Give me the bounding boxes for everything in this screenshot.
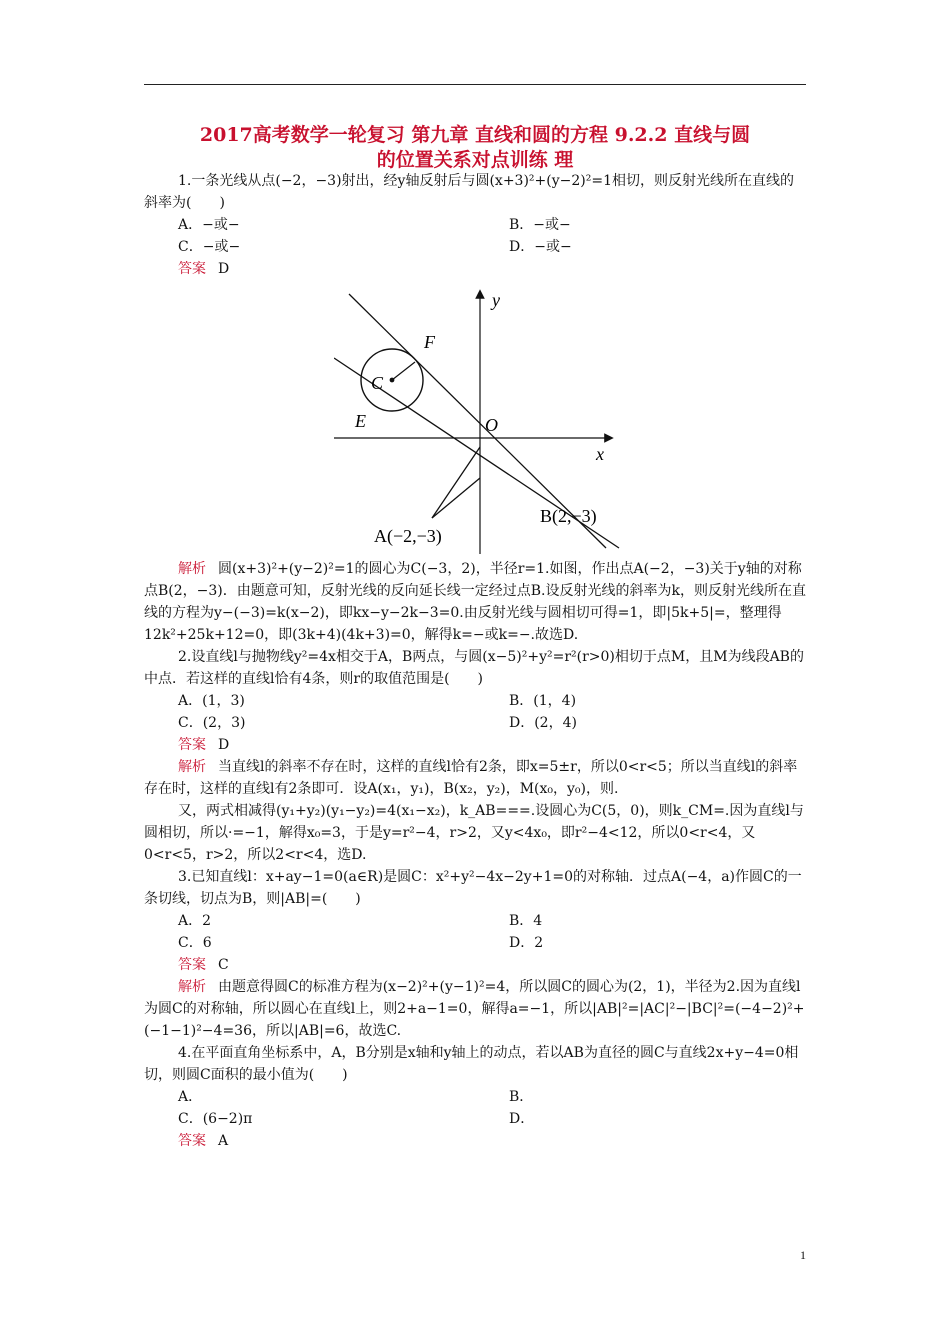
q3-analysis: [144, 976, 806, 1042]
header-rule: [144, 84, 806, 85]
q1-option-b: B．−或−: [509, 217, 571, 233]
q4-option-b: B．: [509, 1089, 534, 1105]
q3-answer-value: C: [218, 957, 229, 973]
document-body: [144, 170, 806, 1152]
page-number: 1: [800, 1248, 806, 1262]
q3-stem: 3.已知直线l：x+ay−1=0(a∈R)是圆C：x²+y²−4x−2y+1=0的对称轴．过点A(−4，a)作圆C的一条切线，切点为B，则|AB|=( ): [144, 869, 802, 907]
q2-option-a: A．(1，3): [178, 693, 245, 709]
label-b: B(2,−3): [540, 506, 597, 526]
q1-figure: [144, 286, 806, 558]
q2-option-d: D．(2，4): [509, 715, 577, 731]
label-f: F: [424, 332, 435, 352]
q1-answer: [144, 258, 806, 280]
incident-ray-1: [432, 447, 480, 518]
q4-answer-value: A: [218, 1133, 229, 1149]
q4-option-c: C．(6−2)π: [178, 1111, 253, 1127]
q3-answer: [144, 954, 806, 976]
geometry-diagram: [334, 286, 624, 556]
analysis-label: 解析: [178, 561, 206, 577]
q1-option-d: D．−或−: [509, 239, 572, 255]
q1-option-c: C．−或−: [178, 239, 241, 255]
q3-option-c: C．6: [178, 935, 212, 951]
label-c: C: [371, 373, 384, 393]
q4-answer: [144, 1130, 806, 1152]
q3-analysis-text: 由题意得圆C的标准方程为(x−2)²+(y−1)²=4，所以圆C的圆心为(2，1)，半径为2.因为直线l为圆C的对称轴，所以圆心在直线l上，则2+a−1=0，解得a=−1，所以|AB|²=|AC|²−|BC|²=(−4−2)²+(−1−1)²−4=36，所以|AB|=6，故选C.: [144, 979, 805, 1039]
q4-option-d: D．: [509, 1111, 535, 1127]
q2-analysis-cont: 又，两式相减得(y₁+y₂)(y₁−y₂)=4(x₁−x₂)，k_AB===.设圆心为C(5，0)，则k_CM=.因为直线l与圆相切，所以·=−1，解得x₀=3，于是y=r²−4，r>2，又y<4x₀，即r²−4<12，所以0<r<4，又0<r<5，r>2，所以2<r<4，选D.: [144, 803, 804, 863]
label-a: A(−2,−3): [374, 526, 442, 546]
q2-answer-value: D: [218, 737, 230, 753]
q1-answer-value: D: [218, 261, 230, 277]
q4-options-row-1: [144, 1086, 806, 1108]
answer-label: 答案: [178, 957, 206, 973]
title-line-2: 的位置关系对点训练 理: [376, 149, 574, 171]
answer-label: 答案: [178, 1133, 206, 1149]
label-y: y: [492, 290, 500, 310]
q1-analysis: [144, 558, 806, 646]
q4-stem: 4.在平面直角坐标系中，A，B分别是x轴和y轴上的动点，若以AB为直径的圆C与直线2x+y−4=0相切，则圆C面积的最小值为( ): [144, 1045, 799, 1083]
analysis-label: 解析: [178, 759, 206, 775]
q1-options-row-2: [144, 236, 806, 258]
q1-options-row-1: [144, 214, 806, 236]
q2-analysis: [144, 756, 806, 800]
q3-option-b: B．4: [509, 913, 543, 929]
q2-analysis-text-1: 当直线l的斜率不存在时，这样的直线l恰有2条，即x=5±r，所以0<r<5；所以当直线l的斜率存在时，这样的直线l有2条即可．设A(x₁，y₁)，B(x₂，y₂)，M(x₀，y₀)，则.: [144, 759, 798, 797]
q2-options-row-2: [144, 712, 806, 734]
label-x: x: [596, 444, 604, 464]
q3-options-row-2: [144, 932, 806, 954]
radius-cf: [392, 362, 415, 380]
q1-option-a: A．−或−: [178, 217, 240, 233]
q2-stem: 2.设直线l与抛物线y²=4x相交于A，B两点，与圆(x−5)²+y²=r²(r>0)相切于点M，且M为线段AB的中点．若这样的直线l恰有4条，则r的取值范围是( ): [144, 649, 804, 687]
q3-option-a: A．2: [178, 913, 212, 929]
q4-options-row-2: [144, 1108, 806, 1130]
answer-label: 答案: [178, 737, 206, 753]
title-line-1: 2017高考数学一轮复习 第九章 直线和圆的方程 9.2.2 直线与圆: [199, 124, 751, 146]
q2-option-c: C．(2，3): [178, 715, 246, 731]
incident-ray-2: [432, 478, 480, 518]
q4-option-a: A．: [178, 1089, 203, 1105]
q1-analysis-text: 圆(x+3)²+(y−2)²=1的圆心为C(−3，2)，半径r=1.如图，作出点A(−2，−3)关于y轴的对称点B(2，−3)．由题意可知，反射光线的反向延长线一定经过点B.设反射光线的斜率为k，则反射光线所在直线的方程为y−(−3)=k(x−2)，即kx−y−2k−3=0.由反射光线与圆相切可得=1，即|5k+5|=，整理得12k²+25k+12=0，即(3k+4)(4k+3)=0，解得k=−或k=−.故选D.: [144, 561, 806, 643]
q3-options-row-1: [144, 910, 806, 932]
q3-option-d: D．2: [509, 935, 544, 951]
q2-option-b: B．(1，4): [509, 693, 577, 709]
q2-answer: [144, 734, 806, 756]
label-e: E: [355, 411, 366, 431]
analysis-label: 解析: [178, 979, 206, 995]
label-o: O: [485, 415, 498, 435]
answer-label: 答案: [178, 261, 206, 277]
q2-options-row-1: [144, 690, 806, 712]
document-title: [144, 123, 806, 173]
q1-stem: 1.一条光线从点(−2，−3)射出，经y轴反射后与圆(x+3)²+(y−2)²=1相切，则反射光线所在直线的斜率为( ): [144, 173, 794, 211]
